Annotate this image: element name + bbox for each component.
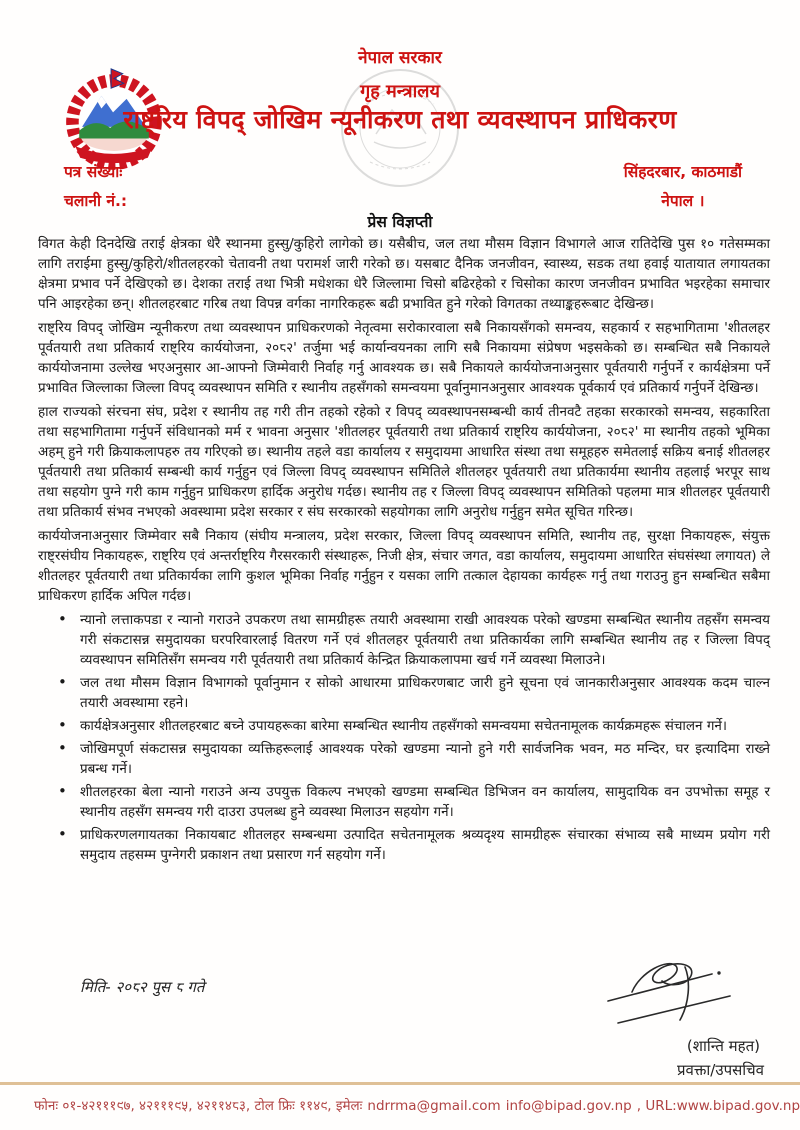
action-bullet-list bbox=[38, 610, 770, 865]
address-line-1: सिंहदरबार, काठमाडौं bbox=[623, 163, 742, 181]
date-line: मिति- २०८२ पुस ८ गते bbox=[80, 978, 205, 996]
government-name: नेपाल सरकार bbox=[358, 48, 442, 68]
address-line-2: नेपाल । bbox=[661, 192, 705, 210]
handwritten-signature-icon bbox=[600, 946, 750, 1038]
office-address bbox=[624, 158, 742, 216]
press-release-body bbox=[38, 234, 770, 868]
footer-url-label: , URL: bbox=[636, 1098, 677, 1114]
bullet-item-3: • कार्यक्षेत्रअनुसार शीतलहरबाट बच्ने उपायहरूका बारेमा सम्बन्धित स्थानीय तहसँगको समन्वयमा सचेतनामूलक कार्यक्रमहरू संचालन गर्ने। bbox=[38, 716, 770, 736]
bullet-item-2: • जल तथा मौसम विज्ञान विभागको पूर्वानुमान र सोको आधारमा प्राधिकरणबाट जारी हुने सूचना एवं जानकारीअनुसार आवश्यक कदम चाल्न तयारी अवस्थामा रहने। bbox=[38, 673, 770, 713]
letter-meta bbox=[64, 158, 127, 216]
dispatch-number-label: चलानी नं.: bbox=[64, 192, 128, 210]
authority-name: राष्ट्रिय विपद् जोखिम न्यूनीकरण तथा व्यवस्थापन प्राधिकरण bbox=[123, 105, 677, 134]
footer-phones: फोनः ०१-४२१११९७, ४२१११९५, ४२११४८३, टोल फ्रिः ११४९, इमेलः bbox=[34, 1098, 363, 1114]
ministry-name: गृह मन्त्रालय bbox=[360, 81, 440, 102]
paragraph-1: विगत केही दिनदेखि तराई क्षेत्रका धेरै स्थानमा हुस्सु/कुहिरो लागेको छ। यसैबीच, जल तथा मौसम विज्ञान विभागले आज रातिदेखि पुस १० गतेसम्मका लागि तराईमा हुस्सु/कुहिरो/शीतलहरको चेतावनी तथा परामर्श जारी गरेको छ। यसबाट दैनिक जनजीवन, स्वास्थ्य, सडक तथा हवाई यातायात लगायतका क्षेत्रमा प्रभाव पर्ने देखिएको छ। देशका तराई तथा भित्री मधेशका धेरै जिल्लामा चिसो बढिरहेको र चिसोका कारण जनजीवन प्रभावित भइरहेका समाचार पनि आइरहेका छन्। शीतलहरबाट गरिब तथा विपन्न वर्गका नागरिकहरू बढी प्रभावित हुने गरेको विगतका तथ्याङ्कहरूबाट देखिन्छ। bbox=[38, 236, 770, 312]
footer-email-secondary[interactable]: info@bipad.gov.np bbox=[505, 1098, 632, 1114]
footer-divider bbox=[0, 1082, 800, 1085]
bullet-item-5: • शीतलहरका बेला न्यानो गराउने अन्य उपयुक्त विकल्प नभएको खण्डमा सम्बन्धित डिभिजन वन कार्यालय, सामुदायिक वन उपभोक्ता समूह र स्थानीय तहसँग समन्वय गरी दाउरा उपलब्ध हुने व्यवस्था मिलाउन सहयोग गर्ने। bbox=[38, 782, 770, 822]
bullet-item-6: • प्राधिकरणलगायतका निकायबाट शीतलहर सम्बन्धमा उत्पादित सचेतनामूलक श्रव्यदृश्य सामग्रीहरू संचारका संभाव्य सबै माध्यम प्रयोग गरी समुदाय तहसम्म पुग्नेगरी प्रकाशन तथा प्रसारण गर्न सहयोग गर्ने। bbox=[38, 825, 770, 865]
paragraph-3: हाल राज्यको संरचना संघ, प्रदेश र स्थानीय तह गरी तीन तहको रहेको र विपद् व्यवस्थापनसम्बन्धी कार्य तीनवटै तहका सरकारको समन्वय, सहकारिता तथा सहभागितामा गर्नुपर्ने संविधानको मर्म र भावना अनुसार 'शीतलहर पूर्वतयारी तथा प्रतिकार्य राष्ट्रिय कार्ययोजना, २०८२' मा स्थानीय तहको भूमिका अहम् हुने गरी क्रियाकलापहरु तय गरिएको छ। स्थानीय तहले वडा कार्यालय र समुदायमा आधारित संस्था तथा समूहहरु समेतलाई सक्रिय बनाई शीतलहर पूर्वतयारी तथा प्रतिकार्य सम्बन्धी कार्य गर्नुहुन एवं जिल्ला विपद् व्यवस्थापन समितिले शीतलहर पूर्वतयारी तथा प्रतिकार्यमा स्थानीय तहलाई भरपूर साथ तथा सहयोग पुग्ने गरी काम गर्नुहुन प्राधिकरण हार्दिक अनुरोध गर्दछ। स्थानीय तह र जिल्ला विपद् व्यवस्थापन समितिको पहलमा मात्र शीतलहर पूर्वतयारी तथा प्रतिकार्य संभव नभएको अवस्थामा प्रदेश सरकार र संघ सरकारको सहयोगका लागि अनुरोध गर्नुहुन समेत सूचित गरिन्छ। bbox=[38, 404, 770, 520]
press-release-title: प्रेस विज्ञप्ती bbox=[367, 213, 433, 231]
footer-email-primary[interactable]: ndrrma@gmail.com bbox=[367, 1098, 501, 1114]
bullet-item-4: • जोखिमपूर्ण संकटासन्न समुदायका व्यक्तिहरूलाई आवश्यक परेको खण्डमा न्यानो हुने गरी सार्वजनिक भवन, मठ मन्दिर, घर इत्यादिमा राख्ने प्रबन्ध गर्ने। bbox=[38, 739, 770, 779]
bullet-item-1: • न्यानो लत्ताकपडा र न्यानो गराउने उपकरण तथा सामग्रीहरू तयारी अवस्थामा राखी आवश्यक परेको खण्डमा सम्बन्धित स्थानीय तहसँग समन्वय गरी संकटासन्न समुदायका घरपरिवारलाई वितरण गर्ने एवं शीतलहर पूर्वतयारी तथा प्रतिकार्यका लागि सम्बन्धित स्थानीय तह र जिल्ला विपद् व्यवस्थापन समितिसँग समन्वय गरी पूर्वतयारी तथा प्रतिकार्य केन्द्रित क्रियाकलापमा खर्च गर्ने व्यवस्था मिलाउने। bbox=[38, 610, 770, 670]
signatory-designation: प्रवक्ता/उपसचिव bbox=[677, 1061, 764, 1079]
footer-url[interactable]: www.bipad.gov.np bbox=[676, 1098, 800, 1114]
paragraph-4: कार्ययोजनाअनुसार जिम्मेवार सबै निकाय (संघीय मन्त्रालय, प्रदेश सरकार, जिल्ला विपद् व्यवस्थापन समिति, स्थानीय तह, सुरक्षा निकायहरू, संयुक्त राष्ट्रसंघीय निकायहरू, राष्ट्रिय एवं अन्तर्राष्ट्रिय गैरसरकारी संस्थाहरू, निजी क्षेत्र, संचार जगत, वडा कार्यालय, समुदायमा आधारित संघसंस्था लगायत) ले शीतलहर पूर्वतयारी तथा प्रतिकार्यका लागि कुशल भूमिका निर्वाह गर्नुहुन र यसका लागि तत्काल देहायका कार्यहरू गर्नु तथा गराउनु हुन सम्बन्धित सबैमा प्राधिकरण हार्दिक अपिल गर्दछ। bbox=[38, 528, 770, 604]
footer-contact-line bbox=[34, 1096, 800, 1114]
paragraph-2: राष्ट्रिय विपद् जोखिम न्यूनीकरण तथा व्यवस्थापन प्राधिकरणको नेतृत्वमा सरोकारवाला सबै निकायसँगको समन्वय, सहकार्य र सहभागितामा 'शीतलहर पूर्वतयारी तथा प्रतिकार्य राष्ट्रिय कार्ययोजना, २०८२' तर्जुमा भई कार्यान्वयनका लागि सबै निकायमा संप्रेषण भइसकेको छ। सम्बन्धित सबै निकायले कार्ययोजनामा उल्लेख भएअनुसार आ-आफ्नो जिम्मेवारी निर्वाह गर्नु आवश्यक छ। सबै निकायले कार्ययोजनाअनुसार पूर्वतयारी गर्नुपर्ने र कार्यक्षेत्रमा पर्ने प्रभावित जिल्लाका जिल्ला विपद् व्यवस्थापन समिति र स्थानीय तहसँगको समन्वयमा पूर्वानुमानअनुसार आवश्यक पूर्वकार्य एवं प्रतिकार्य गर्नुपर्ने देखिन्छ। bbox=[38, 320, 770, 396]
signatory-name: (शान्ति महत) bbox=[686, 1037, 760, 1055]
letter-number-label: पत्र संख्याः bbox=[64, 163, 123, 181]
